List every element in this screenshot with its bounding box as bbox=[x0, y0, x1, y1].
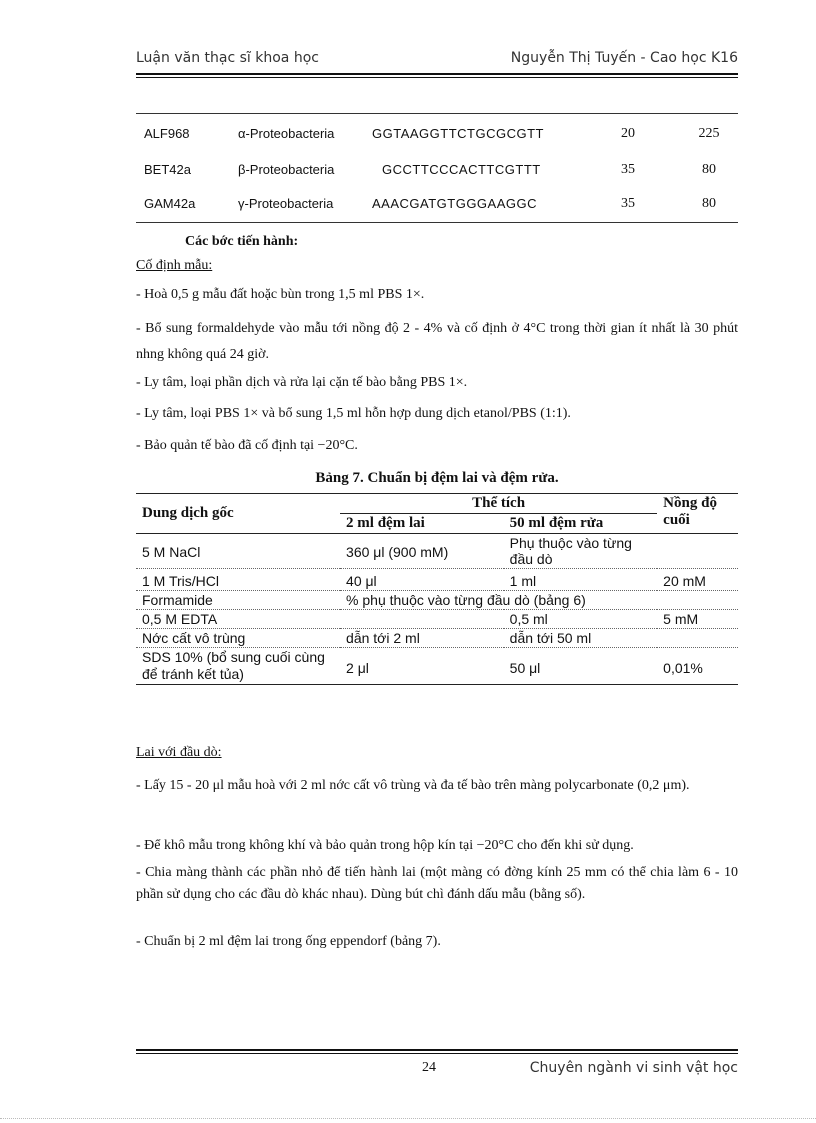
steps-title: Các bớc tiến hành: bbox=[185, 234, 299, 249]
hyb-title: Lai với đầu dò: bbox=[136, 745, 222, 760]
probe-value-b: 80 bbox=[702, 162, 716, 177]
probe-value-a: 35 bbox=[621, 196, 635, 211]
fix-step: - Hoà 0,5 g mẫu đất hoặc bùn trong 1,5 ml PBS 1×. bbox=[136, 287, 425, 302]
col-final-header: Nồng độ cuối bbox=[657, 494, 738, 534]
footer-right: Chuyên ngành vi sinh vật học bbox=[529, 1060, 738, 1076]
probe-sequence: GCCTTCCCACTTCGTTT bbox=[382, 162, 541, 177]
probe-value-a: 35 bbox=[621, 162, 635, 177]
fix-step: - Ly tâm, loại phần dịch và rửa lại cặn tế bào bằng PBS 1×. bbox=[136, 375, 468, 390]
page-number: 24 bbox=[422, 1060, 436, 1075]
table-row bbox=[136, 569, 738, 591]
hyb-cell bbox=[340, 610, 504, 629]
probe-class: β-Proteobacteria bbox=[238, 162, 335, 177]
final-cell bbox=[657, 534, 738, 569]
col-stock-header: Dung dịch gốc bbox=[136, 494, 340, 534]
probe-value-b: 80 bbox=[702, 196, 716, 211]
table-row bbox=[136, 534, 738, 569]
probe-name: BET42a bbox=[144, 162, 191, 177]
hyb-cell: 40 μl bbox=[346, 573, 377, 589]
probe-table bbox=[136, 113, 738, 223]
span-cell: % phụ thuộc vào từng đầu dò (bảng 6) bbox=[346, 592, 586, 608]
probe-class: γ-Proteobacteria bbox=[238, 196, 334, 211]
probe-row bbox=[136, 190, 738, 220]
col-wash-header: 50 ml đệm rửa bbox=[504, 514, 658, 534]
probe-sequence: AAACGATGTGGGAAGGC bbox=[372, 196, 538, 211]
stock-cell: 1 M Tris/HCl bbox=[142, 573, 219, 589]
col-volume-header: Thể tích bbox=[340, 494, 657, 514]
hyb-step: - Lấy 15 - 20 μl mẫu hoà với 2 ml nớc cất vô trùng và đa tế bào trên màng polycarbonate (0,2 μm). bbox=[136, 778, 690, 793]
table-caption: Bảng 7. Chuẩn bị đệm lai và đệm rửa. bbox=[315, 470, 559, 486]
hyb-step: - Để khô mẫu trong không khí và bảo quản trong hộp kín tại −20°C cho đến khi sử dụng. bbox=[136, 838, 634, 853]
wash-cell: 0,5 ml bbox=[509, 611, 548, 627]
stock-cell: 5 M NaCl bbox=[142, 544, 201, 560]
probe-row bbox=[136, 120, 738, 150]
table-row bbox=[136, 591, 738, 610]
col-hyb-header: 2 ml đệm lai bbox=[340, 514, 504, 534]
table-row bbox=[136, 610, 738, 629]
wash-cell: Phụ thuộc vào từng đầu dò bbox=[509, 535, 632, 567]
hyb-cell: 2 μl bbox=[346, 660, 369, 676]
probe-class: α-Proteobacteria bbox=[238, 126, 335, 141]
fix-step: - Ly tâm, loại PBS 1× và bổ sung 1,5 ml hỗn hợp dung dịch etanol/PBS (1:1). bbox=[136, 406, 571, 421]
wash-cell: dẫn tới 50 ml bbox=[509, 630, 592, 646]
probe-sequence: GGTAAGGTTCTGCGCGTT bbox=[372, 126, 544, 141]
wash-cell: 1 ml bbox=[509, 573, 537, 589]
wash-cell: 50 μl bbox=[509, 660, 541, 676]
fix-step: - Bổ sung formaldehyde vào mẫu tới nồng độ 2 - 4% và cố định ở 4°C trong thời gian ít nhất là 30 phút nhng không quá 24 giờ. bbox=[136, 321, 738, 362]
stock-cell: Formamide bbox=[142, 592, 213, 608]
hyb-cell: 360 μl (900 mM) bbox=[346, 544, 449, 560]
probe-row bbox=[136, 156, 738, 186]
bottom-divider bbox=[0, 1118, 816, 1119]
stock-cell: 0,5 M EDTA bbox=[142, 611, 218, 627]
footer-rule bbox=[136, 1049, 738, 1054]
hyb-step: - Chuẩn bị 2 ml đệm lai trong ống eppendorf (bảng 7). bbox=[136, 934, 441, 949]
hyb-step: - Chia màng thành các phần nhỏ để tiến hành lai (một màng có đờng kính 25 mm có thể chia làm 6 - 10 phần sử dụng cho các đầu dò khác nhau). Dùng bút chì đánh dấu mẫu (bằng số). bbox=[136, 865, 738, 902]
final-cell: 0,01% bbox=[663, 660, 703, 676]
probe-name: GAM42a bbox=[144, 196, 196, 211]
header-right: Nguyễn Thị Tuyến - Cao học K16 bbox=[510, 50, 738, 66]
stock-cell: Nớc cất vô trùng bbox=[142, 630, 246, 646]
buffer-table bbox=[136, 493, 738, 685]
probe-name: ALF968 bbox=[144, 126, 190, 141]
hyb-cell: dẫn tới 2 ml bbox=[346, 630, 420, 646]
probe-value-a: 20 bbox=[621, 126, 635, 141]
final-cell bbox=[657, 629, 738, 648]
final-cell: 20 mM bbox=[663, 573, 706, 589]
fix-step: - Bảo quản tế bào đã cố định tại −20°C. bbox=[136, 438, 358, 453]
table-row bbox=[136, 648, 738, 685]
probe-value-b: 225 bbox=[698, 126, 720, 141]
final-cell: 5 mM bbox=[663, 611, 699, 627]
header-rule bbox=[136, 73, 738, 78]
stock-cell: SDS 10% (bổ sung cuối cùng để tránh kết tủa) bbox=[142, 649, 325, 682]
fix-title: Cố định mẫu: bbox=[136, 258, 213, 273]
table-row bbox=[136, 629, 738, 648]
header-left: Luận văn thạc sĩ khoa học bbox=[136, 50, 319, 66]
